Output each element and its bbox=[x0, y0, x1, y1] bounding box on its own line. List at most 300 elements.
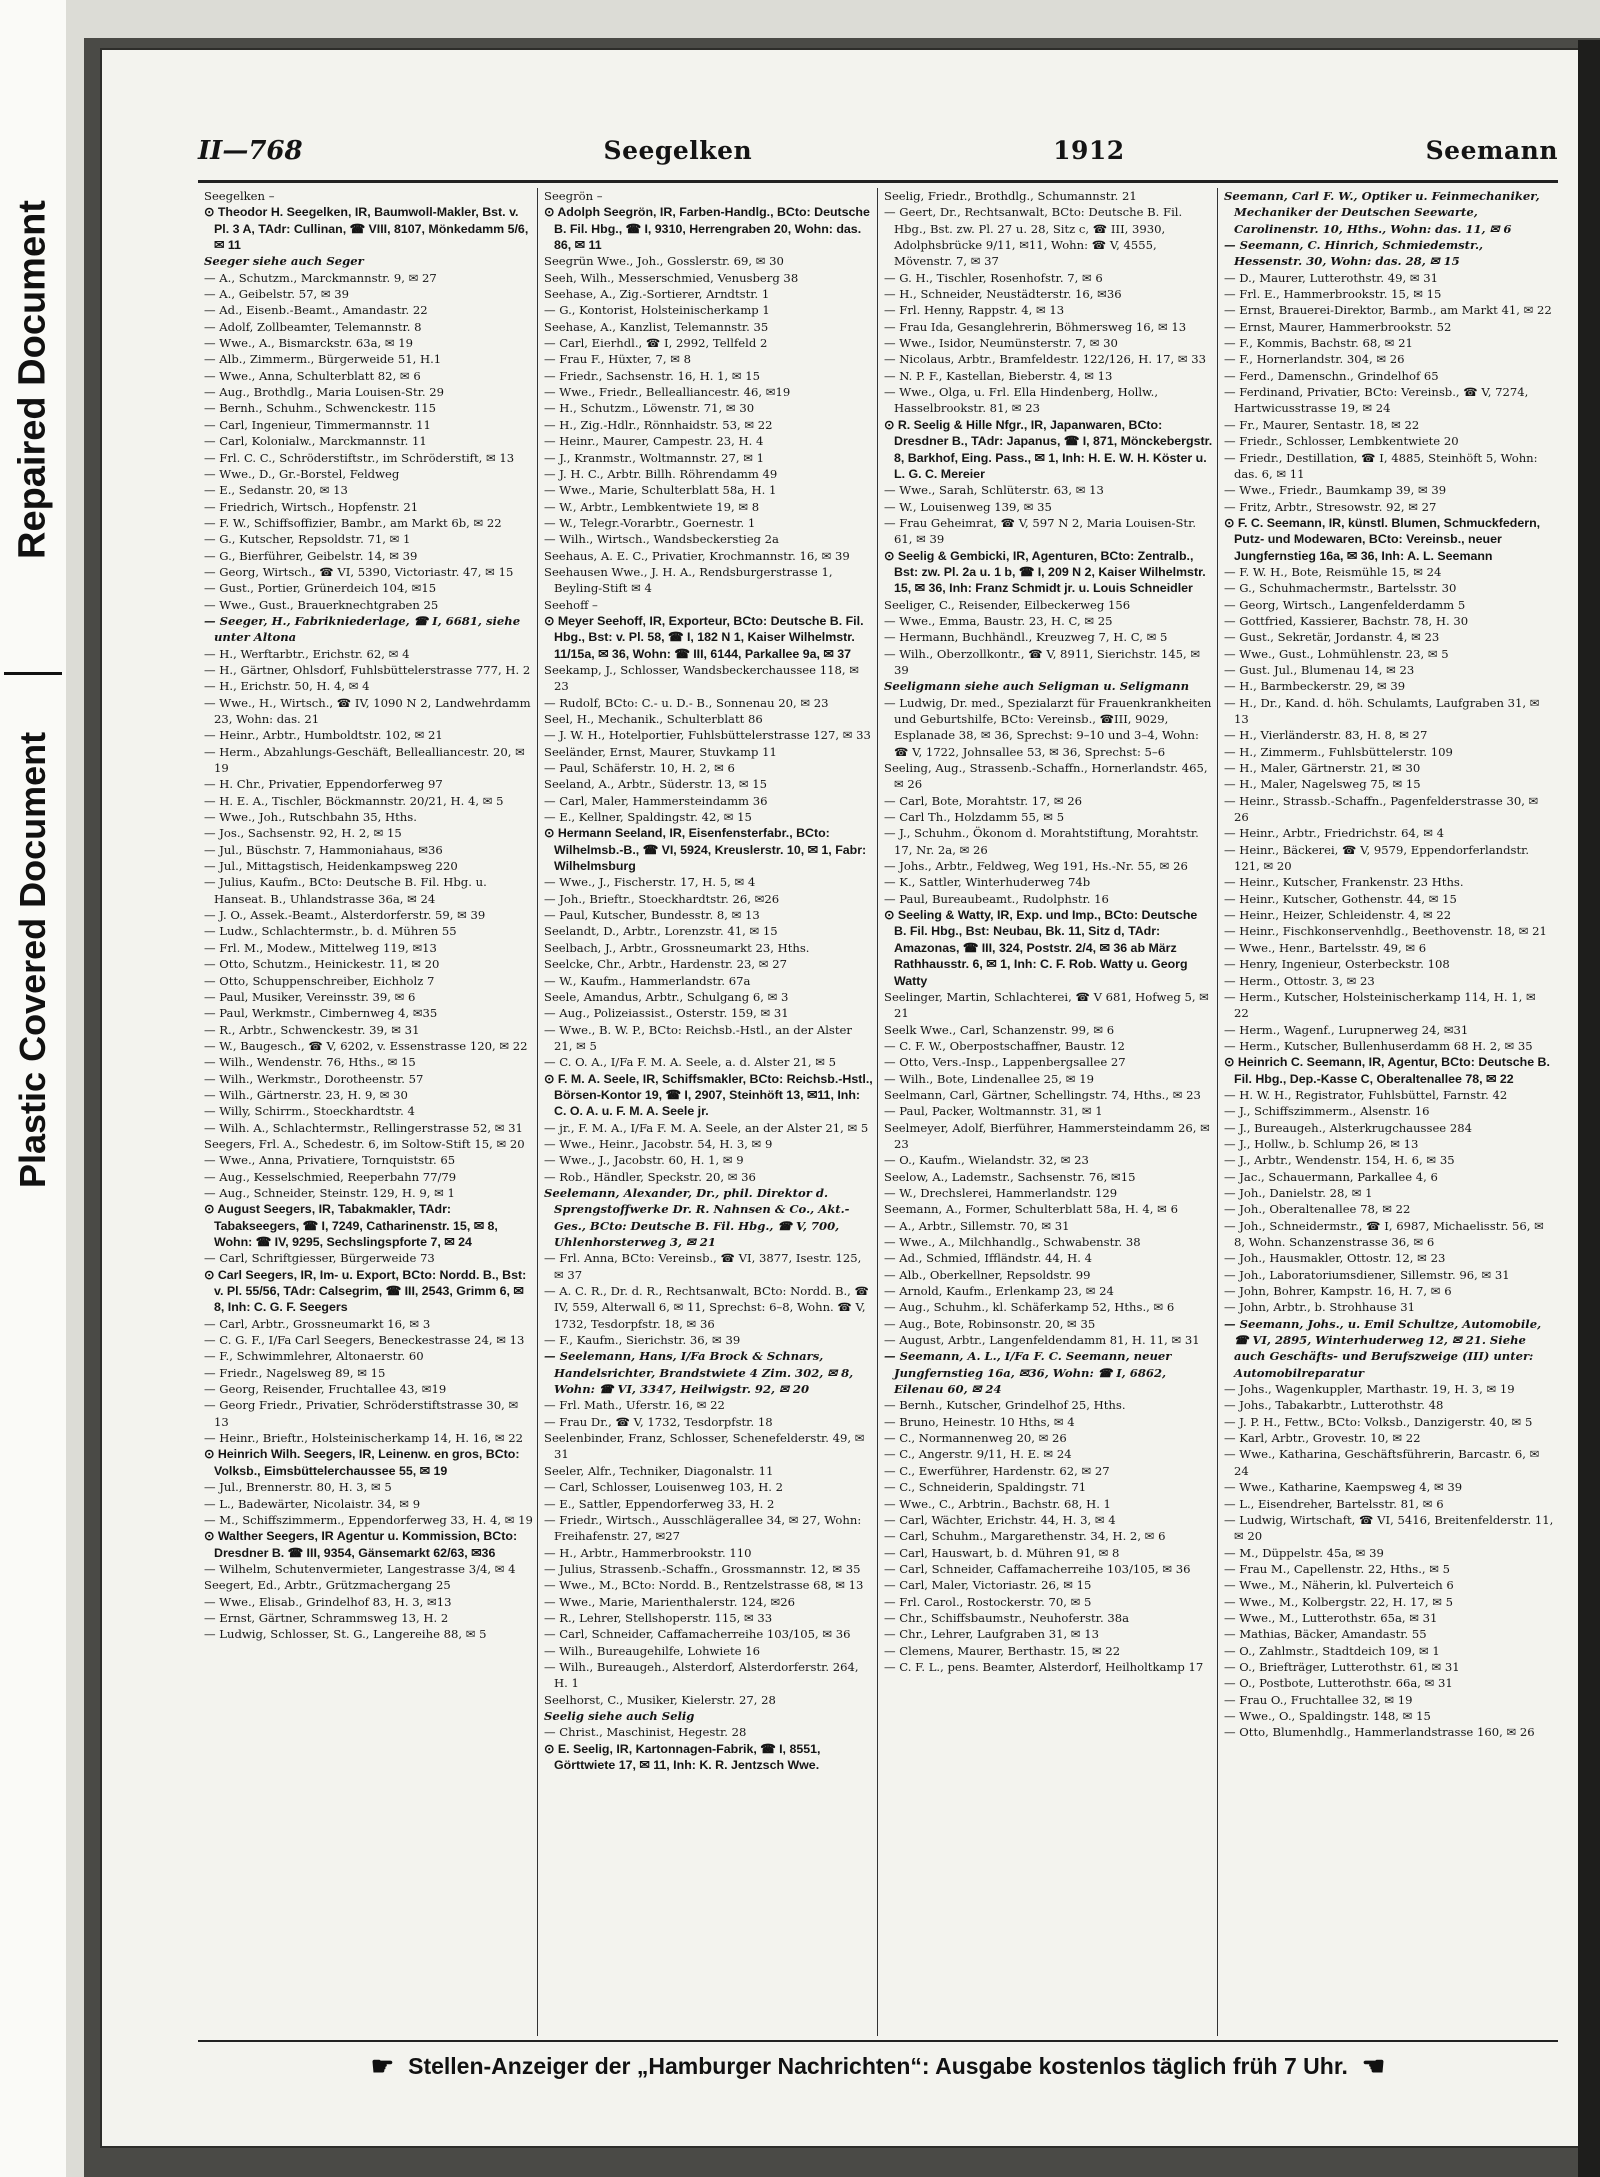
directory-entry: — Wwe., Elisab., Grindelhof 83, H. 3, ✉13 bbox=[204, 1594, 452, 1609]
directory-entry: Seeh, Wilh., Messerschmied, Venusberg 38 bbox=[544, 270, 799, 285]
directory-columns bbox=[198, 188, 1558, 2036]
directory-entry: — Frl. M., Modew., Mittelweg 119, ✉13 bbox=[204, 940, 437, 955]
column-1 bbox=[198, 188, 538, 2036]
directory-entry: — Alb., Oberkellner, Repsoldstr. 99 bbox=[884, 1267, 1091, 1282]
directory-entry: — C. O. A., I/Fa F. M. A. Seele, a. d. Alster 21, ✉ 5 bbox=[544, 1055, 837, 1070]
directory-entry: — Wilh., Gärtnerstr. 23, H. 9, ✉ 30 bbox=[204, 1087, 408, 1102]
directory-entry: — Ernst, Maurer, Hammerbrookstr. 52 bbox=[1224, 319, 1452, 334]
directory-entry: — Johs., Wagenkuppler, Marthastr. 19, H. 3, ✉ 19 bbox=[1224, 1382, 1515, 1397]
directory-entry: — Wwe., Gust., Lohmühlenstr. 23, ✉ 5 bbox=[1224, 646, 1449, 661]
directory-entry: — Alb., Zimmerm., Bürgerweide 51, H.1 bbox=[204, 352, 442, 367]
directory-entry: — L., Badewärter, Nicolaistr. 34, ✉ 9 bbox=[204, 1496, 421, 1511]
directory-entry: — Wwe., J., Jacobstr. 60, H. 1, ✉ 9 bbox=[544, 1153, 744, 1168]
directory-entry: — Otto, Blumenhdlg., Hammerlandstrasse 160, ✉ 26 bbox=[1224, 1725, 1535, 1740]
directory-entry: — Frau Geheimrat, ☎ V, 597 N 2, Maria Louisen-Str. 61, ✉ 39 bbox=[884, 515, 1197, 547]
directory-entry: Seelig siehe auch Selig bbox=[544, 1708, 695, 1723]
directory-entry: — Herm., Abzahlungs-Geschäft, Bellealliancestr. 20, ✉ 19 bbox=[204, 744, 525, 776]
directory-entry: — Carl, Ingenieur, Timmermannstr. 11 bbox=[204, 417, 431, 432]
directory-entry: — Gust., Portier, Grünerdeich 104, ✉15 bbox=[204, 581, 437, 596]
directory-entry: — Wwe., M., Näherin, kl. Pulverteich 6 bbox=[1224, 1578, 1454, 1593]
directory-entry: Seeligmann siehe auch Seligman u. Seligmann bbox=[884, 679, 1190, 694]
directory-entry: Seel, H., Mechanik., Schulterblatt 86 bbox=[544, 712, 763, 726]
directory-entry: — Carl, Schuhm., Margarethenstr. 34, H. 2, ✉ 6 bbox=[884, 1529, 1166, 1544]
directory-entry: — Wwe., Marie, Schulterblatt 58a, H. 1 bbox=[544, 483, 777, 498]
directory-entry: — Wwe., J., Fischerstr. 17, H. 5, ✉ 4 bbox=[544, 875, 756, 890]
directory-entry: — H. Chr., Privatier, Eppendorferweg 97 bbox=[204, 777, 443, 792]
directory-entry: — Ferd., Damenschn., Grindelhof 65 bbox=[1224, 368, 1439, 383]
directory-entry: — Aug., Schneider, Steinstr. 129, H. 9, ✉ 1 bbox=[204, 1185, 455, 1200]
directory-entry: — Aug., Polizeiassist., Osterstr. 159, ✉ 31 bbox=[544, 1006, 789, 1021]
directory-entry: — W., Drechslerei, Hammerlandstr. 129 bbox=[884, 1185, 1118, 1200]
directory-entry: Seelcke, Chr., Arbtr., Hardenstr. 23, ✉ 27 bbox=[544, 957, 787, 972]
directory-entry: — A., Schutzm., Marckmannstr. 9, ✉ 27 bbox=[204, 270, 437, 285]
directory-entry: — Ernst, Gärtner, Schrammsweg 13, H. 2 bbox=[204, 1610, 449, 1625]
directory-entry: — Friedr., Wirtsch., Ausschlägerallee 34, ✉ 27, Wohn: Freihafenstr. 27, ✉27 bbox=[544, 1512, 862, 1544]
directory-entry: — Ludwig, Wirtschaft, ☎ VI, 5416, Breitenfelderstr. 11, ✉ 20 bbox=[1224, 1512, 1554, 1544]
directory-entry: — Ludwig, Schlosser, St. G., Langereihe 88, ✉ 5 bbox=[204, 1627, 487, 1642]
directory-entry: — Carl, Arbtr., Grossneumarkt 16, ✉ 3 bbox=[204, 1316, 431, 1331]
directory-entry: — Wilh., Bureaugeh., Alsterdorf, Alsterdorferstr. 264, H. 1 bbox=[544, 1659, 859, 1691]
directory-entry: — C., Schneiderin, Spaldingstr. 71 bbox=[884, 1480, 1087, 1495]
directory-entry: — Geert, Dr., Rechtsanwalt, BCto: Deutsche B. Fil. Hbg., Bst. zw. Pl. 27 u. 28, Sitz c, ☎ III, 3930, Adolphsbrücke 9/11, ✉11, Wohn: ☎ V, 4555, Mövenstr. 7, ✉ 37 bbox=[884, 205, 1183, 269]
first-catchword: Seegelken bbox=[603, 136, 753, 165]
directory-entry: Seehausen Wwe., J. H. A., Rendsburgerstrasse 1, Beyling-Stift ✉ 4 bbox=[544, 564, 833, 596]
directory-entry: — Wwe., Anna, Schulterblatt 82, ✉ 6 bbox=[204, 368, 421, 383]
directory-entry: — O., Postbote, Lutterothstr. 66a, ✉ 31 bbox=[1224, 1676, 1453, 1691]
directory-entry: — J. W. H., Hotelportier, Fuhlsbüttelerstrasse 127, ✉ 33 bbox=[544, 728, 871, 743]
directory-entry: — Ferdinand, Privatier, BCto: Vereinsb., ☎ V, 7274, Hartwicusstrasse 19, ✉ 24 bbox=[1224, 385, 1529, 416]
directory-entry: — Wwe., A., Bismarckstr. 63a, ✉ 19 bbox=[204, 336, 414, 351]
directory-entry: — Heinr., Arbtr., Humboldtstr. 102, ✉ 21 bbox=[204, 728, 443, 743]
directory-entry: — Seeger, H., Fabrikniederlage, ☎ I, 6681, siehe unter Altona bbox=[204, 613, 521, 645]
directory-entry: — Frau M., Capellenstr. 22, Hths., ✉ 5 bbox=[1224, 1561, 1451, 1576]
directory-entry: ⊙ Carl Seegers, IR, Im- u. Export, BCto: Nordd. B., Bst: v. Pl. 55/56, TAdr: Calsegrim, ☎ III, 2543, Grimm 6, ✉ 8, Inh: C. G. F. Seegers bbox=[204, 1267, 527, 1315]
directory-entry: — Friedr., Destillation, ☎ I, 4885, Steinhöft 5, Wohn: das. 6, ✉ 11 bbox=[1224, 450, 1538, 481]
directory-entry: — Johs., Tabakarbtr., Lutterothstr. 48 bbox=[1224, 1398, 1444, 1413]
directory-entry: — Wwe., M., BCto: Nordd. B., Rentzelstrasse 68, ✉ 13 bbox=[544, 1578, 864, 1593]
directory-entry: — H., Arbtr., Hammerbrookstr. 110 bbox=[544, 1545, 752, 1560]
directory-entry: — K., Sattler, Winterhuderweg 74b bbox=[884, 875, 1091, 890]
directory-entry: Seegers, Frl. A., Schedestr. 6, im Soltow-Stift 15, ✉ 20 bbox=[204, 1136, 525, 1151]
directory-entry: — Wwe., O., Spaldingstr. 148, ✉ 15 bbox=[1224, 1708, 1431, 1723]
directory-entry: ⊙ F. C. Seemann, IR, künstl. Blumen, Schmuckfedern, Putz- und Modewaren, BCto: Vereinsb., neuer Jungfernstieg 16a, ✉ 36, Inh: A. L. Seemann bbox=[1224, 515, 1541, 563]
column-2 bbox=[538, 188, 878, 2036]
directory-entry: — F., Schwimmlehrer, Altonaerstr. 60 bbox=[204, 1349, 424, 1364]
directory-entry: Seelhorst, C., Musiker, Kielerstr. 27, 28 bbox=[544, 1692, 776, 1707]
directory-entry: — Wilh., Bureaugehilfe, Lohwiete 16 bbox=[544, 1643, 760, 1658]
directory-entry: — Carl, Schneider, Caffamacherreihe 103/105, ✉ 36 bbox=[544, 1627, 851, 1642]
plastic-covered-document-label: Plastic Covered Document bbox=[12, 731, 53, 1189]
directory-entry: — Wwe., H., Wirtsch., ☎ IV, 1090 N 2, Landwehrdamm 23, Wohn: das. 21 bbox=[204, 695, 531, 726]
directory-entry: ⊙ Meyer Seehoff, IR, Exporteur, BCto: Deutsche B. Fil. Hbg., Bst: v. Pl. 58, ☎ I, 182 N 1, Kaiser Wilhelmstr. 11/15a, ✉ 36, Wohn: ☎ III, 6144, Parkallee 9a, ✉ 37 bbox=[544, 613, 864, 661]
directory-entry: — J., Schiffszimmerm., Alsenstr. 16 bbox=[1224, 1104, 1430, 1119]
directory-entry: — F. W., Schiffsoffizier, Bambr., am Markt 6b, ✉ 22 bbox=[204, 515, 502, 530]
directory-entry: Seelk Wwe., Carl, Schanzenstr. 99, ✉ 6 bbox=[884, 1022, 1115, 1037]
directory-entry: — M., Schiffszimmerm., Eppendorferweg 33, H. 4, ✉ 19 bbox=[204, 1512, 533, 1527]
directory-entry: — Heinr., Kutscher, Gothenstr. 44, ✉ 15 bbox=[1224, 891, 1457, 906]
directory-entry: — Fr., Maurer, Sentastr. 18, ✉ 22 bbox=[1224, 417, 1420, 432]
directory-entry: Seegert, Ed., Arbtr., Grützmachergang 25 bbox=[204, 1578, 451, 1593]
directory-entry: — Heinr., Heizer, Schleidenstr. 4, ✉ 22 bbox=[1224, 908, 1452, 923]
directory-entry: — J. P. H., Fettw., BCto: Volksb., Danzigerstr. 40, ✉ 5 bbox=[1224, 1414, 1533, 1429]
directory-entry: — Heinr., Bäckerei, ☎ V, 9579, Eppendorferlandstr. 121, ✉ 20 bbox=[1224, 842, 1530, 874]
directory-entry: Seeling, Aug., Strassenb.-Schaffn., Hornerlandstr. 465, ✉ 26 bbox=[884, 761, 1208, 792]
directory-entry: — Paul, Musiker, Vereinsstr. 39, ✉ 6 bbox=[204, 989, 416, 1004]
directory-entry: — G., Schuhmachermstr., Bartelsstr. 30 bbox=[1224, 581, 1457, 596]
directory-entry: — Frau Dr., ☎ V, 1732, Tesdorpfstr. 18 bbox=[544, 1414, 773, 1429]
directory-entry: — Joh., Danielstr. 28, ✉ 1 bbox=[1224, 1185, 1373, 1200]
directory-entry: ⊙ Seeling & Watty, IR, Exp. und Imp., BCto: Deutsche B. Fil. Hbg., Bst: Neubau, Bk. 11, Sitz d, TAdr: Amazonas, ☎ III, 324, Poststr. 2/4, ✉ 36 ab März Rathhausstr. 6, ✉ 1, Inh: C. F. Rob. Watty u. Georg Watty bbox=[884, 908, 1198, 988]
directory-entry: — Wilh., Oberzollkontr., ☎ V, 8911, Sierichstr. 145, ✉ 39 bbox=[884, 646, 1201, 677]
directory-entry: Seegrün Wwe., Joh., Gosslerstr. 69, ✉ 30 bbox=[544, 254, 784, 269]
directory-entry: — Joh., Brieftr., Stoeckhardtstr. 26, ✉26 bbox=[544, 891, 780, 906]
directory-entry: — D., Maurer, Lutterothstr. 49, ✉ 31 bbox=[1224, 270, 1439, 285]
directory-entry: — Frl. Henny, Rappstr. 4, ✉ 13 bbox=[884, 303, 1065, 318]
directory-entry: — J., Schuhm., Ökonom d. Morahtstiftung, Morahtstr. 17, Nr. 2a, ✉ 26 bbox=[884, 826, 1199, 857]
directory-entry: ⊙ R. Seelig & Hille Nfgr., IR, Japanwaren, BCto: Dresdner B., TAdr: Japanus, ☎ I, 871, Mönckebergstr. 8, Barkhof, Eing. Pass., ✉ 1, Inh: H. E. W. H. Köster u. L. G. C. Mereier bbox=[884, 417, 1213, 481]
directory-entry: — H., Zimmerm., Fuhlsbüttelerstr. 109 bbox=[1224, 744, 1453, 759]
directory-entry: ⊙ E. Seelig, IR, Kartonnagen-Fabrik, ☎ I, 8551, Görttwiete 17, ✉ 11, Inh: K. R. Jentzsch Wwe. bbox=[544, 1741, 821, 1772]
directory-entry: — E., Sedanstr. 20, ✉ 13 bbox=[204, 483, 348, 498]
directory-entry: — M., Düppelstr. 45a, ✉ 39 bbox=[1224, 1545, 1384, 1560]
directory-entry: — O., Zahlmstr., Stadtdeich 109, ✉ 1 bbox=[1224, 1643, 1440, 1658]
directory-entry: — A., Geibelstr. 57, ✉ 39 bbox=[204, 287, 350, 302]
directory-entry: — Wwe., Marie, Marienthalerstr. 124, ✉26 bbox=[544, 1594, 796, 1609]
directory-entry: — Wwe., Gust., Brauerknechtgraben 25 bbox=[204, 597, 439, 612]
directory-entry: — F. W. H., Bote, Reismühle 15, ✉ 24 bbox=[1224, 564, 1442, 579]
directory-entry: — Willy, Schirrm., Stoeckhardtstr. 4 bbox=[204, 1104, 415, 1119]
directory-entry: — G., Bierführer, Geibelstr. 14, ✉ 39 bbox=[204, 548, 418, 563]
directory-entry: Seelmann, Carl, Gärtner, Schellingstr. 74, Hths., ✉ 23 bbox=[884, 1087, 1201, 1102]
advertisement-text: Stellen-Anzeiger der „Hamburger Nachrichten“: Ausgabe kostenlos täglich früh 7 Uhr. bbox=[408, 2052, 1348, 2079]
directory-entry: — Johs., Arbtr., Feldweg, Weg 191, Hs.-Nr. 55, ✉ 26 bbox=[884, 859, 1188, 874]
directory-entry: — jr., F. M. A., I/Fa F. M. A. Seele, an der Alster 21, ✉ 5 bbox=[544, 1120, 869, 1135]
directory-entry: — Wwe., Katharina, Geschäftsführerin, Barcastr. 6, ✉ 24 bbox=[1224, 1447, 1540, 1478]
directory-entry: — H., Erichstr. 50, H. 4, ✉ 4 bbox=[204, 679, 370, 694]
directory-entry: Seeland, A., Arbtr., Süderstr. 13, ✉ 15 bbox=[544, 777, 768, 792]
directory-entry: — Jul., Mittagstisch, Heidenkampsweg 220 bbox=[204, 859, 458, 874]
directory-entry: ⊙ Theodor H. Seegelken, IR, Baumwoll-Makler, Bst. v. Pl. 3 A, TAdr: Cullinan, ☎ VIII, 8107, Mönkedamm 5/6, ✉ 11 bbox=[204, 205, 529, 253]
directory-entry: — H., Dr., Kand. d. höh. Schulamts, Laufgraben 31, ✉ 13 bbox=[1224, 695, 1540, 726]
directory-entry: Seehase, A., Kanzlist, Telemannstr. 35 bbox=[544, 319, 769, 334]
directory-entry: — Seemann, A. L., I/Fa F. C. Seemann, neuer Jungfernstieg 16a, ✉36, Wohn: ☎ I, 6862, Eilenau 60, ✉ 24 bbox=[884, 1349, 1172, 1397]
directory-entry: — Heinr., Strassb.-Schaffn., Pagenfelderstrasse 30, ✉ 26 bbox=[1224, 793, 1539, 825]
directory-entry: Seehaus, A. E. C., Privatier, Krochmannstr. 16, ✉ 39 bbox=[544, 548, 850, 563]
directory-entry: ⊙ Walther Seegers, IR Agentur u. Kommission, BCto: Dresdner B. ☎ III, 9354, Gänsemarkt 62/63, ✉36 bbox=[204, 1529, 518, 1560]
directory-entry: — Carl, Schneider, Caffamacherreihe 103/105, ✉ 36 bbox=[884, 1561, 1191, 1576]
directory-entry: ⊙ Adolph Seegrön, IR, Farben-Handlg., BCto: Deutsche B. Fil. Hbg., ☎ I, 9310, Herrengraben 20, Wohn: das. 86, ✉ 11 bbox=[544, 205, 870, 253]
directory-entry: — John, Bohrer, Kampstr. 16, H. 7, ✉ 6 bbox=[1224, 1284, 1452, 1299]
advertisement-banner bbox=[198, 2046, 1558, 2086]
directory-entry: — Carl, Maler, Victoriastr. 26, ✉ 15 bbox=[884, 1578, 1092, 1593]
directory-entry: — G., Kutscher, Repsoldstr. 71, ✉ 1 bbox=[204, 532, 411, 547]
directory-entry: — Julius, Strassenb.-Schaffn., Grossmannstr. 12, ✉ 35 bbox=[544, 1561, 861, 1576]
directory-entry: — Christ., Maschinist, Hegestr. 28 bbox=[544, 1725, 747, 1740]
directory-entry: — Paul, Schäferstr. 10, H. 2, ✉ 6 bbox=[544, 761, 735, 776]
pointing-hand-icon: ☚ bbox=[1361, 2050, 1386, 2081]
directory-entry: — Julius, Kaufm., BCto: Deutsche B. Fil. Hbg. u. Hanseat. B., Uhlandstrasse 36a, ✉ 24 bbox=[204, 875, 487, 906]
directory-entry: — Wwe., Katharine, Kaempsweg 4, ✉ 39 bbox=[1224, 1480, 1463, 1495]
directory-entry: — Wwe., Friedr., Bellealliancestr. 46, ✉19 bbox=[544, 385, 791, 400]
directory-entry: — Frau F., Hüxter, 7, ✉ 8 bbox=[544, 352, 692, 367]
directory-entry: — H., Schutzm., Löwenstr. 71, ✉ 30 bbox=[544, 401, 755, 416]
directory-entry: — H., Zig.-Hdlr., Rönnhaidstr. 53, ✉ 22 bbox=[544, 417, 773, 432]
directory-entry: — Mathias, Bäcker, Amandastr. 55 bbox=[1224, 1627, 1427, 1642]
directory-entry: — Wwe., Henr., Bartelsstr. 49, ✉ 6 bbox=[1224, 940, 1427, 955]
directory-entry: — Paul, Werkmstr., Cimbernweg 4, ✉35 bbox=[204, 1006, 438, 1021]
directory-entry: — H., Maler, Gärtnerstr. 21, ✉ 30 bbox=[1224, 761, 1421, 776]
directory-entry: — Wwe., Sarah, Schlüterstr. 63, ✉ 13 bbox=[884, 483, 1104, 498]
directory-entry: — Adolf, Zollbeamter, Telemannstr. 8 bbox=[204, 319, 422, 334]
directory-entry: — C., Ewerführer, Hardenstr. 62, ✉ 27 bbox=[884, 1463, 1110, 1478]
directory-entry: — W., Kaufm., Hammerlandstr. 67a bbox=[544, 973, 751, 988]
directory-entry: — Rob., Händler, Speckstr. 20, ✉ 36 bbox=[544, 1169, 756, 1184]
directory-entry: — Carl, Wächter, Erichstr. 44, H. 3, ✉ 4 bbox=[884, 1512, 1116, 1527]
directory-entry: Seeger siehe auch Seger bbox=[204, 254, 364, 269]
directory-entry: — Wwe., Isidor, Neumünsterstr. 7, ✉ 30 bbox=[884, 336, 1118, 351]
directory-entry: — Herm., Kutscher, Bullenhuserdamm 68 H. 2, ✉ 35 bbox=[1224, 1038, 1533, 1053]
directory-entry: — Carl, Kolonialw., Marckmannstr. 11 bbox=[204, 434, 427, 449]
directory-entry: — W., Louisenweg 139, ✉ 35 bbox=[884, 499, 1052, 514]
directory-entry: — Gust. Jul., Blumenau 14, ✉ 23 bbox=[1224, 662, 1415, 677]
directory-entry: — Ludwig, Dr. med., Spezialarzt für Frauenkrankheiten und Geburtshilfe, BCto: Vereinsb., ☎III, 9029, Esplanade 38, ✉ 36, Sprechst: 9–10 und 3–4, Wohn: ☎ V, 1722, Johnsallee 53, ✉ 36, Sprechst: 5–6 bbox=[884, 695, 1212, 759]
directory-entry: — Carl, Maler, Hammersteindamm 36 bbox=[544, 793, 768, 808]
directory-entry: Seeler, Alfr., Techniker, Diagonalstr. 11 bbox=[544, 1463, 774, 1478]
directory-entry: — Seemann, Johs., u. Emil Schultze, Automobile, ☎ VI, 2895, Winterhuderweg 12, ✉ 21. Siehe auch Geschäfts- und Berufszweige (III) unter: Automobilreparatur bbox=[1224, 1316, 1542, 1380]
directory-entry: — Ludw., Schlachtermstr., b. d. Mühren 55 bbox=[204, 924, 457, 939]
directory-entry: — Wwe., M., Lutterothstr. 65a, ✉ 31 bbox=[1224, 1610, 1438, 1625]
directory-entry: — Chr., Schiffsbaumstr., Neuhoferstr. 38a bbox=[884, 1610, 1129, 1625]
directory-entry: — J., Bureaugeh., Alsterkrugchaussee 284 bbox=[1224, 1120, 1472, 1135]
directory-entry: — A., Arbtr., Sillemstr. 70, ✉ 31 bbox=[884, 1218, 1070, 1233]
directory-entry: — Wwe., B. W. P., BCto: Reichsb.-Hstl., an der Alster 21, ✉ 5 bbox=[544, 1022, 852, 1053]
directory-entry: — Wwe., D., Gr.-Borstel, Feldweg bbox=[204, 466, 400, 481]
directory-entry: — Wwe., Joh., Rutschbahn 35, Hths. bbox=[204, 810, 417, 825]
directory-entry: — Joh., Schneidermstr., ☎ I, 6987, Michaelisstr. 56, ✉ 8, Wohn. Schanzenstrasse 36, ✉ 6 bbox=[1224, 1218, 1544, 1249]
repaired-document-label: Repaired Document bbox=[11, 200, 54, 560]
directory-entry: — R., Lehrer, Stellshoperstr. 115, ✉ 33 bbox=[544, 1610, 773, 1625]
directory-entry: — Bernh., Schuhm., Schwenckestr. 115 bbox=[204, 401, 436, 416]
directory-entry: — Frl. Math., Uferstr. 16, ✉ 22 bbox=[544, 1398, 725, 1413]
directory-entry: — Joh., Oberaltenallee 78, ✉ 22 bbox=[1224, 1202, 1411, 1217]
directory-entry: — Jul., Brennerstr. 80, H. 3, ✉ 5 bbox=[204, 1480, 392, 1495]
directory-entry: Seemann, A., Former, Schulterblatt 58a, H. 4, ✉ 6 bbox=[884, 1202, 1178, 1217]
directory-entry: — H., Gärtner, Ohlsdorf, Fuhlsbüttelerstrasse 777, H. 2 bbox=[204, 662, 531, 677]
directory-entry: — Otto, Schutzm., Heinickestr. 11, ✉ 20 bbox=[204, 957, 440, 972]
directory-entry: Seelmeyer, Adolf, Bierführer, Hammersteindamm 26, ✉ 23 bbox=[884, 1120, 1210, 1151]
directory-entry: — N. P. F., Kastellan, Bieberstr. 4, ✉ 13 bbox=[884, 368, 1113, 383]
directory-entry: — Friedr., Schlosser, Lembkentwiete 20 bbox=[1224, 434, 1459, 449]
directory-entry: — A. C. R., Dr. d. R., Rechtsanwalt, BCto: Nordd. B., ☎ IV, 559, Alterwall 6, ✉ 11, Sprechst: 6–8, Wohn. ☎ V, 1732, Tesdorpfstr. 18, ✉ 36 bbox=[544, 1284, 869, 1331]
directory-entry: — W., Telegr.-Vorarbtr., Goernestr. 1 bbox=[544, 515, 756, 530]
directory-entry: Seelandt, D., Arbtr., Lorenzstr. 41, ✉ 15 bbox=[544, 924, 778, 939]
directory-entry: — August, Arbtr., Langenfeldendamm 81, H. 11, ✉ 31 bbox=[884, 1333, 1200, 1348]
directory-entry: Seehoff – bbox=[544, 597, 598, 612]
directory-entry: — F., Kommis, Bachstr. 68, ✉ 21 bbox=[1224, 336, 1413, 351]
directory-entry: ⊙ Hermann Seeland, IR, Eisenfensterfabr., BCto: Wilhelmsb.-B., ☎ VI, 5924, Kreuslerstr. 10, ✉ 1, Fabr: Wilhelmsburg bbox=[544, 826, 867, 874]
directory-entry: — Ernst, Brauerei-Direktor, Barmb., am Markt 41, ✉ 22 bbox=[1224, 303, 1552, 318]
directory-entry: — J. O., Assek.-Beamt., Alsterdorferstr. 59, ✉ 39 bbox=[204, 908, 486, 923]
directory-entry: — Carl, Hauswart, b. d. Mühren 91, ✉ 8 bbox=[884, 1545, 1120, 1560]
directory-entry: — Paul, Packer, Woltmannstr. 31, ✉ 1 bbox=[884, 1104, 1103, 1119]
directory-entry: — Wwe., Anna, Privatiere, Tornquiststr. 65 bbox=[204, 1153, 456, 1168]
directory-entry: — Heinr., Arbtr., Friedrichstr. 64, ✉ 4 bbox=[1224, 826, 1445, 841]
directory-entry: — Seemann, C. Hinrich, Schmiedemstr., Hessenstr. 30, Wohn: das. 28, ✉ 15 bbox=[1224, 238, 1484, 269]
directory-entry: — Jul., Büschstr. 7, Hammoniahaus, ✉36 bbox=[204, 842, 443, 857]
directory-entry: — Georg, Reisender, Fruchtallee 43, ✉19 bbox=[204, 1382, 447, 1397]
directory-entry: — Friedrich, Wirtsch., Hopfenstr. 21 bbox=[204, 499, 419, 514]
directory-entry: — Joh., Laboratoriumsdiener, Sillemstr. 96, ✉ 31 bbox=[1224, 1267, 1510, 1282]
directory-entry: — L., Eisendreher, Bartelsstr. 81, ✉ 6 bbox=[1224, 1496, 1444, 1511]
directory-entry: Seeliger, C., Reisender, Eilbeckerweg 156 bbox=[884, 597, 1131, 612]
directory-entry: Seelemann, Alexander, Dr., phil. Direktor d. Sprengstoffwerke Dr. R. Nahnsen & Co., Akt.-Ges., BCto: Deutsche B. Fil. Hbg., ☎ V, 700, Uhlenhorsterweg 3, ✉ 21 bbox=[544, 1185, 850, 1249]
directory-entry: — Herm., Wagenf., Lurupnerweg 24, ✉31 bbox=[1224, 1022, 1469, 1037]
directory-entry: — Frl. Anna, BCto: Vereinsb., ☎ VI, 3877, Isestr. 125, ✉ 37 bbox=[544, 1251, 862, 1282]
directory-entry: — Otto, Schuppenschreiber, Eichholz 7 bbox=[204, 973, 435, 988]
directory-entry: — Wilh., Bote, Lindenallee 25, ✉ 19 bbox=[884, 1071, 1094, 1086]
directory-entry: — Wwe., C., Arbtrin., Bachstr. 68, H. 1 bbox=[884, 1496, 1111, 1511]
directory-entry: — Wwe., Emma, Baustr. 23, H. C, ✉ 25 bbox=[884, 613, 1113, 628]
directory-entry: — W., Arbtr., Lembkentwiete 19, ✉ 8 bbox=[544, 499, 760, 514]
directory-entry: — Gust., Sekretär, Jordanstr. 4, ✉ 23 bbox=[1224, 630, 1440, 645]
directory-entry: — C., Normannenweg 20, ✉ 26 bbox=[884, 1431, 1067, 1446]
directory-entry: — Wilh. A., Schlachtermstr., Rellingerstrasse 52, ✉ 31 bbox=[204, 1120, 523, 1135]
directory-entry: ⊙ F. M. A. Seele, IR, Schiffsmakler, BCto: Reichsb.-Hstl., Börsen-Kontor 19, ☎ I, 2907, Steinhöft 13, ✉11, Inh: C. O. A. u. F. M. A. Seele jr. bbox=[544, 1071, 873, 1119]
directory-entry: — Ad., Eisenb.-Beamt., Amandastr. 22 bbox=[204, 303, 428, 318]
directory-entry: — Wwe., Heinr., Jacobstr. 54, H. 3, ✉ 9 bbox=[544, 1136, 773, 1151]
directory-entry: — H., Werftarbtr., Erichstr. 62, ✉ 4 bbox=[204, 646, 410, 661]
directory-entry: — E., Kellner, Spaldingstr. 42, ✉ 15 bbox=[544, 810, 752, 825]
directory-entry: — C. F. L., pens. Beamter, Alsterdorf, Heilholtkamp 17 bbox=[884, 1659, 1204, 1674]
directory-entry: — Wilhelm, Schutenvermieter, Langestrasse 3/4, ✉ 4 bbox=[204, 1561, 516, 1576]
directory-entry: — Seelemann, Hans, I/Fa Brock & Schnars, Handelsrichter, Brandstwiete 4 Zim. 302, ✉ 8, Wohn: ☎ VI, 3347, Heilwigstr. 92, ✉ 20 bbox=[544, 1349, 854, 1397]
directory-entry: — Georg, Wirtsch., ☎ VI, 5390, Victoriastr. 47, ✉ 15 bbox=[204, 564, 514, 579]
directory-entry: — Arnold, Kaufm., Erlenkamp 23, ✉ 24 bbox=[884, 1284, 1114, 1299]
directory-entry: Seekamp, J., Schlosser, Wandsbeckerchaussee 118, ✉ 23 bbox=[544, 662, 859, 694]
directory-entry: — Friedr., Sachsenstr. 16, H. 1, ✉ 15 bbox=[544, 368, 761, 383]
directory-entry: — Wilh., Werkmstr., Dorotheenstr. 57 bbox=[204, 1071, 424, 1086]
directory-entry: — E., Sattler, Eppendorferweg 33, H. 2 bbox=[544, 1496, 775, 1511]
directory-entry: — Herm., Ottostr. 3, ✉ 23 bbox=[1224, 973, 1375, 988]
directory-entry: — G. H., Tischler, Rosenhofstr. 7, ✉ 6 bbox=[884, 270, 1103, 285]
page-number: II—768 bbox=[198, 136, 303, 166]
directory-entry: ⊙ Heinrich Wilh. Seegers, IR, Leinenw. en gros, BCto: Volksb., Eimsbüttelerchaussee 55, ✉ 19 bbox=[204, 1447, 520, 1478]
directory-entry: — H. E. A., Tischler, Böckmannstr. 20/21, H. 4, ✉ 5 bbox=[204, 793, 504, 808]
directory-entry: — Heinr., Kutscher, Frankenstr. 23 Hths. bbox=[1224, 875, 1464, 890]
directory-entry: — Aug., Bote, Robinsonstr. 20, ✉ 35 bbox=[884, 1316, 1096, 1331]
directory-entry: — Frau Ida, Gesanglehrerin, Böhmersweg 16, ✉ 13 bbox=[884, 319, 1187, 334]
side-label-strip bbox=[0, 0, 66, 2177]
directory-entry: — Carl, Schlosser, Louisenweg 103, H. 2 bbox=[544, 1480, 784, 1495]
directory-entry: — Bernh., Kutscher, Grindelhof 25, Hths. bbox=[884, 1398, 1126, 1413]
directory-entry: — Wwe., Olga, u. Frl. Ella Hindenberg, Hollw., Hasselbrookstr. 81, ✉ 23 bbox=[884, 385, 1159, 416]
directory-entry: — H., Vierländerstr. 83, H. 8, ✉ 27 bbox=[1224, 728, 1428, 743]
directory-entry: — H., Schneider, Neustädterstr. 16, ✉36 bbox=[884, 287, 1122, 302]
directory-entry: — Heinr., Brieftr., Holsteinischerkamp 14, H. 16, ✉ 22 bbox=[204, 1431, 524, 1446]
column-4 bbox=[1218, 188, 1558, 2036]
year: 1912 bbox=[1053, 136, 1125, 165]
directory-entry: Seelig, Friedr., Brothdlg., Schumannstr. 21 bbox=[884, 189, 1137, 203]
directory-entry: — Carl Th., Holzdamm 55, ✉ 5 bbox=[884, 810, 1065, 825]
directory-entry: — Wwe., Friedr., Baumkamp 39, ✉ 39 bbox=[1224, 483, 1447, 498]
directory-entry: Seele, Amandus, Arbtr., Schulgang 6, ✉ 3 bbox=[544, 989, 789, 1004]
directory-entry: — Georg, Wirtsch., Langenfelderdamm 5 bbox=[1224, 597, 1466, 612]
directory-entry: — J., Kranmstr., Woltmannstr. 27, ✉ 1 bbox=[544, 450, 765, 465]
directory-entry: — Paul, Bureaubeamt., Rudolphstr. 16 bbox=[884, 891, 1109, 906]
directory-entry: — Chr., Lehrer, Laufgraben 31, ✉ 13 bbox=[884, 1627, 1099, 1642]
directory-entry: — Heinr., Fischkonservenhdlg., Beethovenstr. 18, ✉ 21 bbox=[1224, 924, 1547, 939]
directory-entry: — Wwe., A., Milchhandlg., Schwabenstr. 38 bbox=[884, 1235, 1141, 1249]
directory-entry: ⊙ August Seegers, IR, Tabakmakler, TAdr: Tabakseegers, ☎ I, 7249, Catharinenstr. 15, ✉ 8, Wohn: ☎ IV, 9295, Sechslingspforte 7, ✉ 24 bbox=[204, 1202, 498, 1249]
directory-entry: — J. H. C., Arbtr. Billh. Röhrendamm 49 bbox=[544, 466, 778, 481]
directory-entry: — Nicolaus, Arbtr., Bramfeldestr. 122/126, H. 17, ✉ 33 bbox=[884, 352, 1206, 367]
directory-entry: — Frl. Carol., Rostockerstr. 70, ✉ 5 bbox=[884, 1594, 1092, 1609]
directory-entry: ⊙ Heinrich C. Seemann, IR, Agentur, BCto: Deutsche B. Fil. Hbg., Dep.-Kasse C, Oberaltenallee 78, ✉ 22 bbox=[1224, 1055, 1550, 1086]
directory-entry: — J., Hollw., b. Schlump 26, ✉ 13 bbox=[1224, 1136, 1419, 1151]
directory-entry: Seelinger, Martin, Schlachterei, ☎ V 681, Hofweg 5, ✉ 21 bbox=[884, 989, 1209, 1021]
directory-entry: — Herm., Kutscher, Holsteinischerkamp 114, H. 1, ✉ 22 bbox=[1224, 989, 1536, 1021]
directory-entry: — Friedr., Nagelsweg 89, ✉ 15 bbox=[204, 1365, 386, 1380]
directory-entry: — Georg Friedr., Privatier, Schröderstiftstrasse 30, ✉ 13 bbox=[204, 1398, 519, 1429]
page-header bbox=[198, 136, 1558, 172]
directory-entry: — Carl, Schriftgiesser, Bürgerweide 73 bbox=[204, 1251, 435, 1266]
directory-entry: — C. G. F., I/Fa Carl Seegers, Beneckestrasse 24, ✉ 13 bbox=[204, 1333, 525, 1348]
directory-entry: — Aug., Brothdlg., Maria Louisen-Str. 29 bbox=[204, 385, 445, 400]
column-3 bbox=[878, 188, 1218, 2036]
directory-entry: — Henry, Ingenieur, Osterbeckstr. 108 bbox=[1224, 957, 1450, 972]
directory-entry: — Joh., Hausmakler, Ottostr. 12, ✉ 23 bbox=[1224, 1251, 1446, 1266]
directory-entry: Seegrön – bbox=[544, 189, 603, 203]
directory-entry: — Jac., Schauermann, Parkallee 4, 6 bbox=[1224, 1169, 1438, 1184]
directory-entry: — F., Hornerlandstr. 304, ✉ 26 bbox=[1224, 352, 1405, 367]
directory-entry: ⊙ Seelig & Gembicki, IR, Agenturen, BCto: Zentralb., Bst: zw. Pl. 2a u. 1 b, ☎ I, 209 N 2, Kaiser Wilhelmstr. 15, ✉ 36, Inh: Franz Schmidt jr. u. Louis Schneidler bbox=[884, 548, 1206, 596]
directory-entry: — Aug., Schuhm., kl. Schäferkamp 52, Hths., ✉ 6 bbox=[884, 1300, 1175, 1315]
directory-entry: — Paul, Kutscher, Bundesstr. 8, ✉ 13 bbox=[544, 908, 760, 923]
directory-entry: — Ad., Schmied, Iffländstr. 44, H. 4 bbox=[884, 1251, 1092, 1266]
directory-entry: — H., Maler, Nagelsweg 75, ✉ 15 bbox=[1224, 777, 1421, 792]
directory-entry: — Frl. E., Hammerbrookstr. 15, ✉ 15 bbox=[1224, 287, 1442, 302]
directory-entry: — Wilh., Wirtsch., Wandsbeckerstieg 2a bbox=[544, 532, 779, 547]
directory-entry: — Gottfried, Kassierer, Bachstr. 78, H. 30 bbox=[1224, 613, 1469, 628]
directory-entry: Seelbach, J., Arbtr., Grossneumarkt 23, Hths. bbox=[544, 940, 810, 955]
directory-entry: — O., Kaufm., Wielandstr. 32, ✉ 23 bbox=[884, 1153, 1089, 1168]
pointing-hand-icon: ☛ bbox=[370, 2050, 395, 2081]
page-edge-shadow bbox=[1578, 40, 1600, 2177]
directory-entry: — Rudolf, BCto: C.- u. D.- B., Sonnenau 20, ✉ 23 bbox=[544, 695, 829, 710]
directory-entry: — Wilh., Wendenstr. 76, Hths., ✉ 15 bbox=[204, 1055, 416, 1070]
directory-entry: — R., Arbtr., Schwenckestr. 39, ✉ 31 bbox=[204, 1022, 420, 1037]
directory-entry: — Otto, Vers.-Insp., Lappenbergsallee 27 bbox=[884, 1055, 1126, 1070]
directory-entry: — H., Barmbeckerstr. 29, ✉ 39 bbox=[1224, 679, 1406, 694]
directory-entry: — Aug., Kesselschmied, Reeperbahn 77/79 bbox=[204, 1169, 457, 1184]
directory-entry: — C., Angerstr. 9/11, H. E. ✉ 24 bbox=[884, 1447, 1072, 1462]
directory-entry: Seelenbinder, Franz, Schlosser, Schenefelderstr. 49, ✉ 31 bbox=[544, 1431, 865, 1462]
directory-entry: — Jos., Sachsenstr. 92, H. 2, ✉ 15 bbox=[204, 826, 402, 841]
directory-entry: — Karl, Arbtr., Grovestr. 10, ✉ 22 bbox=[1224, 1431, 1421, 1446]
directory-entry: — F., Kaufm., Sierichstr. 36, ✉ 39 bbox=[544, 1333, 741, 1348]
footer-rule bbox=[198, 2040, 1558, 2042]
directory-entry: Seehase, A., Zig.-Sortierer, Arndtstr. 1 bbox=[544, 287, 770, 302]
directory-entry: — O., Briefträger, Lutterothstr. 61, ✉ 31 bbox=[1224, 1659, 1460, 1674]
directory-entry: — Wwe., M., Kolbergstr. 22, H. 17, ✉ 5 bbox=[1224, 1594, 1453, 1609]
directory-entry: — Bruno, Heinestr. 10 Hths, ✉ 4 bbox=[884, 1414, 1075, 1429]
directory-entry: — G., Kontorist, Holsteinischerkamp 1 bbox=[544, 303, 770, 318]
directory-entry: — John, Arbtr., b. Strohhause 31 bbox=[1224, 1300, 1416, 1315]
directory-entry: — Carl, Bote, Morahtstr. 17, ✉ 26 bbox=[884, 793, 1083, 808]
directory-entry: — Frau O., Fruchtallee 32, ✉ 19 bbox=[1224, 1692, 1413, 1707]
directory-entry: — Frl. C. C., Schröderstiftstr., im Schröderstift, ✉ 13 bbox=[204, 450, 515, 465]
directory-entry: — Heinr., Maurer, Campestr. 23, H. 4 bbox=[544, 434, 764, 449]
